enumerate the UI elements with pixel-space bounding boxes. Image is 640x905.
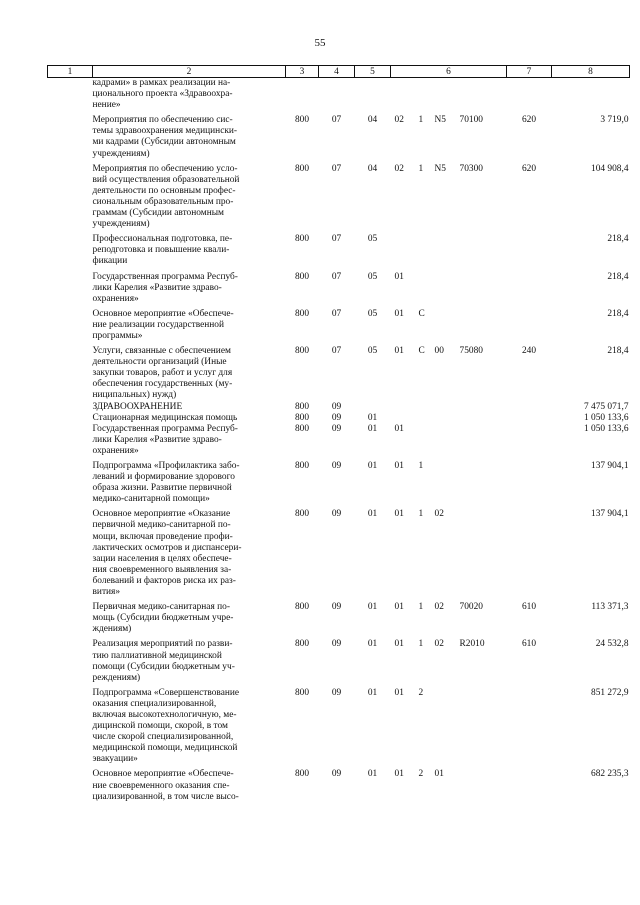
table-row (48, 305, 630, 342)
target-article-part: N5 (434, 115, 446, 126)
section-code-cell: 09 (331, 769, 342, 780)
target-article-cell (391, 598, 507, 635)
target-article-cell (391, 268, 507, 305)
item-name-cell: Реализация мероприятий по разви- тию паллиативной медицинской помощи (Субсидии бюджетным уч- реждениям) (92, 639, 235, 683)
subsection-code-cell: 01 (367, 423, 378, 434)
expense-type-cell (507, 505, 552, 598)
target-article-part: 02 (394, 163, 404, 174)
subsection-code-cell: 01 (367, 687, 378, 698)
amount-cell: 137 904,1 (591, 461, 629, 471)
item-name-cell: Первичная медико-санитарная по- мощь (Субсидии бюджетным учре- ждениям) (92, 602, 234, 635)
target-article-part: 02 (434, 509, 444, 520)
table-row (48, 402, 630, 413)
column-header-8: 8 (552, 66, 630, 78)
amount-cell: 113 371,3 (591, 602, 629, 613)
table-row (48, 598, 630, 635)
amount-cell: 104 908,4 (591, 163, 629, 174)
target-article-cell (391, 230, 507, 267)
target-article-part: 02 (394, 115, 404, 126)
expense-type-cell (507, 457, 552, 505)
expense-type-cell (507, 402, 552, 413)
expense-type-cell (507, 305, 552, 342)
section-code-cell: 09 (331, 687, 342, 698)
ministry-code-cell: 800 (294, 271, 310, 282)
target-article-part: 00 (434, 346, 444, 357)
section-code-cell: 09 (331, 401, 342, 412)
section-code-cell: 07 (331, 346, 342, 357)
ministry-code-cell: 800 (294, 509, 310, 520)
column-header-2: 2 (93, 66, 286, 78)
column-header-6: 6 (391, 66, 507, 78)
item-name-cell: Основное мероприятие «Обеспече- ние реализации государственной программы» (92, 308, 234, 341)
target-article-cell (391, 413, 507, 424)
item-name-cell: Государственная программа Респуб- лики Карелия «Развитие здраво- охранения» (92, 423, 238, 456)
table-row (48, 230, 630, 267)
row-number-cell (48, 78, 93, 112)
amount-cell: 218,4 (607, 346, 629, 357)
table-row (48, 413, 630, 424)
ministry-code-cell: 800 (294, 687, 310, 698)
amount-cell: 218,4 (607, 234, 629, 245)
subsection-code-cell: 01 (367, 509, 378, 520)
target-article-cell (391, 111, 507, 159)
target-article-part: 70020 (459, 602, 483, 613)
expense-type-cell (507, 413, 552, 424)
section-code-cell: 07 (331, 308, 342, 319)
column-header-1: 1 (48, 66, 93, 78)
subsection-code-cell: 05 (367, 234, 378, 245)
table-row (48, 268, 630, 305)
item-name-cell: ЗДРАВООХРАНЕНИЕ (92, 401, 183, 412)
target-article-cell (391, 402, 507, 413)
subsection-code-cell: 05 (367, 271, 378, 282)
item-name-cell: Мероприятия по обеспечению сис- темы здравоохранения медицински- ми кадрами (Субсидии автономным учреждениям) (92, 115, 238, 159)
item-name-cell: Профессиональная подготовка, пе- реподготовка и повышение квали- фикации (92, 234, 233, 267)
target-article-part: 01 (394, 461, 404, 471)
ministry-code-cell: 800 (294, 769, 310, 780)
target-article-part: 1 (418, 602, 424, 613)
row-number-cell (48, 413, 93, 424)
target-article-part: 02 (434, 639, 444, 650)
ministry-code-cell: 800 (294, 308, 310, 319)
row-number-cell (48, 111, 93, 159)
subsection-code-cell: 04 (367, 163, 378, 174)
target-article-part: 02 (434, 602, 444, 613)
target-article-part: 70100 (459, 115, 483, 126)
row-number-cell (48, 457, 93, 505)
target-article-part: 75080 (459, 346, 483, 357)
expense-type-cell (507, 230, 552, 267)
target-article-part: 1 (418, 509, 424, 520)
target-article-part: 01 (394, 602, 404, 613)
target-article-cell (391, 78, 507, 112)
expense-type-cell: 240 (521, 346, 537, 357)
item-name-cell: кадрами» в рамках реализации на- ционального проекта «Здравоохра- нение» (92, 78, 233, 111)
amount-cell: 24 532,8 (595, 639, 629, 650)
target-article-part: 01 (434, 769, 444, 780)
target-article-part: 2 (418, 687, 424, 698)
row-number-cell (48, 635, 93, 683)
amount-cell: 137 904,1 (591, 509, 629, 520)
row-number-cell (48, 402, 93, 413)
ministry-code-cell: 800 (294, 412, 310, 423)
target-article-part: С (418, 308, 425, 319)
subsection-code-cell: 04 (367, 115, 378, 126)
table-body (48, 78, 630, 803)
target-article-part: R2010 (459, 639, 485, 650)
ministry-code-cell: 800 (294, 401, 310, 412)
page-number: 55 (314, 37, 326, 49)
column-header-5: 5 (355, 66, 391, 78)
subsection-code-cell: 01 (367, 412, 378, 423)
row-number-cell (48, 505, 93, 598)
target-article-part: 01 (394, 687, 404, 698)
amount-cell: 3 719,0 (600, 115, 629, 126)
table-row (48, 424, 630, 457)
expense-type-cell: 610 (521, 639, 537, 650)
expense-type-cell: 620 (521, 163, 537, 174)
expense-type-cell (507, 78, 552, 112)
subsection-code-cell: 01 (367, 769, 378, 780)
subsection-code-cell (355, 78, 391, 112)
target-article-part: 1 (418, 639, 424, 650)
section-code-cell: 09 (331, 509, 342, 520)
row-number-cell (48, 230, 93, 267)
row-number-cell (48, 342, 93, 401)
ministry-code-cell: 800 (294, 423, 310, 434)
target-article-cell (391, 635, 507, 683)
expense-type-cell (507, 268, 552, 305)
table-row (48, 457, 630, 505)
item-name-cell: Подпрограмма «Совершенствование оказания специализированной, включая высокотехнологичную, ме- дицинской помощи, скорой, в том числе скорой специализированной, медицинской помощи, медицинской эвакуации» (92, 687, 240, 765)
section-code-cell: 07 (331, 163, 342, 174)
target-article-part: 01 (394, 346, 404, 357)
item-name-cell: Основное мероприятие «Обеспече- ние своевременного оказания спе- циализированной, в том числе высо- (92, 769, 239, 802)
item-name-cell: Подпрограмма «Профилактика забо- леваний и формирование здорового образа жизни. Развитие первичной медико-санитарной помощи» (92, 461, 240, 505)
target-article-part: 2 (418, 769, 424, 780)
table-row (48, 78, 630, 112)
column-header-3: 3 (286, 66, 319, 78)
target-article-cell (391, 505, 507, 598)
table-row (48, 342, 630, 401)
target-article-part: С (418, 346, 425, 357)
budget-table (47, 65, 630, 803)
target-article-cell (391, 457, 507, 505)
subsection-code-cell: 01 (367, 639, 378, 650)
target-article-part: N5 (434, 163, 446, 174)
target-article-part: 01 (394, 271, 404, 282)
expense-type-cell (507, 684, 552, 766)
section-code-cell: 07 (331, 115, 342, 126)
ministry-code-cell: 800 (294, 602, 310, 613)
table-row (48, 505, 630, 598)
target-article-cell (391, 305, 507, 342)
target-article-cell (391, 684, 507, 766)
ministry-code-cell: 800 (294, 234, 310, 245)
target-article-part: 01 (394, 308, 404, 319)
section-code-cell: 09 (331, 412, 342, 423)
section-code-cell: 09 (331, 423, 342, 434)
section-code-cell: 09 (331, 639, 342, 650)
amount-cell: 682 235,3 (591, 769, 629, 780)
section-code-cell: 09 (331, 461, 342, 471)
row-number-cell (48, 305, 93, 342)
subsection-code-cell (355, 402, 391, 413)
section-code-cell: 07 (331, 271, 342, 282)
amount-cell: 1 050 133,6 (583, 423, 629, 434)
amount-cell: 218,4 (607, 308, 629, 319)
target-article-cell (391, 424, 507, 457)
target-article-part: 01 (394, 423, 404, 434)
header-row (48, 66, 630, 78)
target-article-cell (391, 342, 507, 401)
table-row (48, 160, 630, 231)
subsection-code-cell: 05 (367, 308, 378, 319)
row-number-cell (48, 424, 93, 457)
ministry-code-cell (286, 78, 319, 112)
expense-type-cell (507, 424, 552, 457)
table-header (48, 66, 630, 78)
ministry-code-cell: 800 (294, 163, 310, 174)
table-row (48, 684, 630, 766)
item-name-cell: Стационарная медицинская помощь (92, 412, 238, 423)
section-code-cell: 07 (331, 234, 342, 245)
amount-cell: 851 272,9 (591, 687, 629, 698)
target-article-part: 01 (394, 509, 404, 520)
target-article-part: 01 (394, 769, 404, 780)
section-code-cell: 09 (331, 602, 342, 613)
item-name-cell: Мероприятия по обеспечению усло- вий осуществления образовательной деятельности по основным профес- сиональным образовательным про- граммам (Субсидии автономным учреждениям) (92, 163, 240, 230)
target-article-cell (391, 160, 507, 231)
row-number-cell (48, 160, 93, 231)
amount-cell: 7 475 071,7 (583, 401, 629, 412)
table-row (48, 765, 630, 802)
amount-cell: 218,4 (607, 271, 629, 282)
ministry-code-cell: 800 (294, 115, 310, 126)
amount-cell: 1 050 133,6 (583, 412, 629, 423)
item-name-cell: Государственная программа Респуб- лики Карелия «Развитие здраво- охранения» (92, 271, 238, 304)
item-name-cell: Услуги, связанные с обеспечением деятельности организаций (Иные закупки товаров, работ и услуг для обеспечения государственных (му- ниципальных) нужд) (92, 346, 233, 401)
item-name-cell: Основное мероприятие «Оказание первичной медико-санитарной по- мощи, включая проведение профи- лактических осмотров и диспансери- зации населения в целях обеспече- ния своевременного выявления за- болеваний и факторов риска их раз- вития» (92, 509, 242, 598)
target-article-part: 1 (418, 163, 424, 174)
target-article-part: 70300 (459, 163, 483, 174)
row-number-cell (48, 765, 93, 802)
row-number-cell (48, 598, 93, 635)
column-header-7: 7 (507, 66, 552, 78)
section-code-cell (319, 78, 355, 112)
expense-type-cell (507, 765, 552, 802)
target-article-part: 1 (418, 461, 424, 471)
ministry-code-cell: 800 (294, 346, 310, 357)
amount-cell (552, 78, 630, 112)
table-row (48, 111, 630, 159)
column-header-4: 4 (319, 66, 355, 78)
row-number-cell (48, 268, 93, 305)
subsection-code-cell: 05 (367, 346, 378, 357)
target-article-part: 1 (418, 115, 424, 126)
subsection-code-cell: 01 (367, 461, 378, 471)
subsection-code-cell: 01 (367, 602, 378, 613)
row-number-cell (48, 684, 93, 766)
table-row (48, 635, 630, 683)
target-article-part: 01 (394, 639, 404, 650)
ministry-code-cell: 800 (294, 461, 310, 471)
expense-type-cell: 610 (521, 602, 537, 613)
ministry-code-cell: 800 (294, 639, 310, 650)
target-article-cell (391, 765, 507, 802)
expense-type-cell: 620 (521, 115, 537, 126)
